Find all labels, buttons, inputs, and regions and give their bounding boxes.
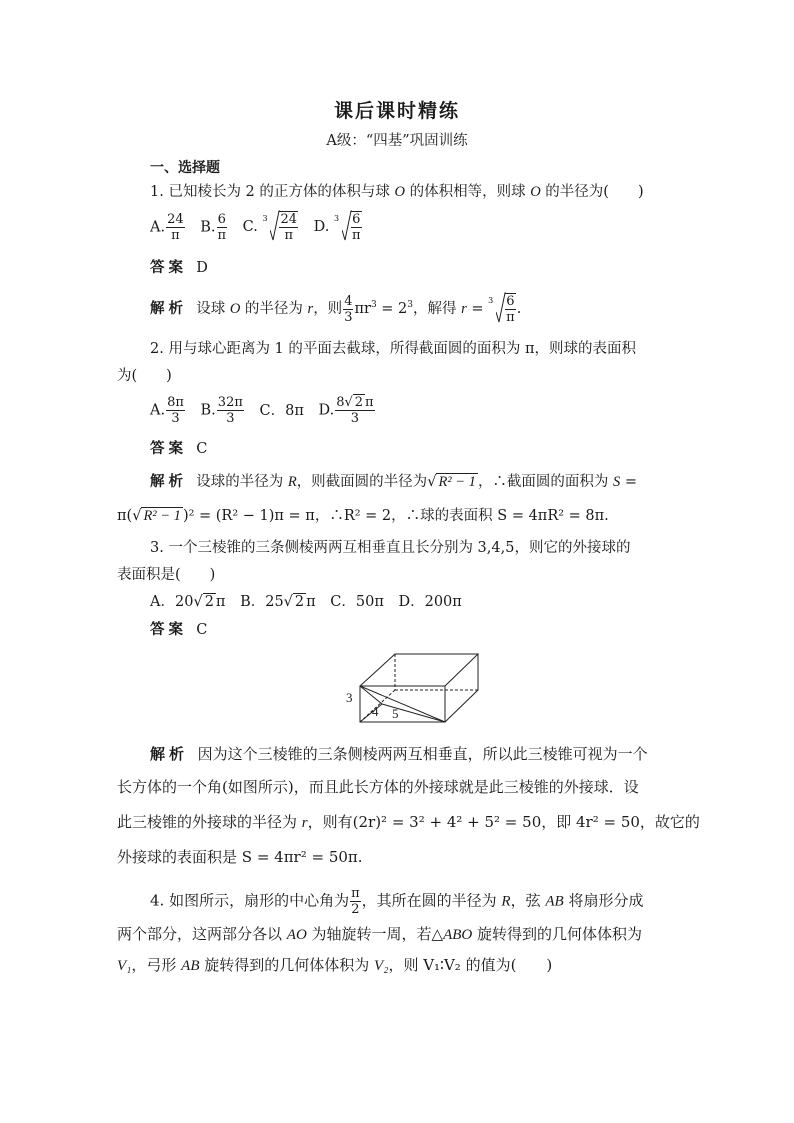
q3-option-c: C．50π (330, 594, 384, 610)
q4-line2: 两个部分，这两部分各以 AO 为轴旋转一周，若△ABO 旋转得到的几何体体积为 (117, 925, 643, 943)
q2-option-a: A. $\frac{8\pi}{3}$ (150, 395, 184, 426)
q1-option-c: C. 3 $\frac{24}{\pi}$ (242, 212, 298, 243)
q3-stem-line2: 表面积是( ) (117, 567, 216, 583)
fig-label-3: 3 (346, 690, 353, 705)
q1-stem: 1. 已知棱长为 2 的正方体的体积与球 O 的体积相等，则球 O 的半径为( ) (150, 184, 644, 200)
q1-analysis: 解析 设球 O 的半径为 r，则 $\frac{4}{3}$ $\pi r^3 = 2^3$，解得 r = 3 $\frac{6}{\pi}$ . (150, 293, 522, 325)
q3-options (150, 592, 472, 612)
q1-options (150, 210, 373, 244)
q3-option-a: A．20√ 2 π (150, 594, 226, 610)
page-subtitle: A级：“四基”巩固训练 (326, 133, 468, 149)
q2-answer: 答案 C (150, 440, 208, 457)
q4-line3: V₁，弓形 AB 旋转得到的几何体体积为 V₂，则 V₁∶V₂ 的值为( ) (117, 956, 553, 974)
section-heading: 一、选择题 (150, 160, 220, 176)
fig-label-5: 5 (392, 706, 399, 721)
q2-stem-line1: 2. 用与球心距离为 1 的平面去截球，所得截面圆的面积为 π，则球的表面积 (150, 341, 637, 357)
q3-stem-line1: 3. 一个三棱锥的三条侧棱两两互相垂直且长分别为 3,4,5，则它的外接球的 (150, 540, 631, 556)
q2-option-d: D. $\frac{8√ 2 \pi}{3}$ (318, 395, 374, 426)
q1-option-d: D. 3 $\frac{6}{\pi}$ (313, 212, 361, 243)
cuboid-right-edges (445, 654, 478, 722)
q1-answer: 答案 D (150, 259, 208, 276)
q2-analysis-line2: π(√ R² − 1 )² = (R² − 1)π = π，∴R² = 2，∴球的表面积 S = 4πR² = 8π. (117, 508, 609, 524)
q3-analysis-line1: 解析 因为这个三棱锥的三条侧棱两两互相垂直，所以此三棱锥可视为一个 (150, 745, 648, 763)
q2-options (150, 395, 386, 426)
fig-label-4: 4 (372, 704, 379, 719)
tetra-edge-inner (360, 686, 382, 704)
q3-option-d: D．200π (398, 594, 462, 610)
q3-analysis-line4: 外接球的表面积是 S = 4πr² = 50π. (117, 848, 363, 866)
q3-answer: 答案 C (150, 621, 208, 638)
tetra-edge-short (360, 704, 382, 722)
q2-option-c: C．8π (259, 402, 304, 419)
q1-option-b: B. $\frac{6}{\pi}$ (200, 211, 227, 243)
q2-option-b: B. $\frac{32\pi}{3}$ (200, 395, 243, 426)
q1-option-a: A. $\frac{24}{\pi}$ (150, 211, 184, 243)
cuboid-figure (340, 648, 490, 728)
q2-stem-line2: 为( ) (117, 368, 172, 384)
q4-line1: 4. 如图所示，扇形的中心角为 $\frac{\pi}{2}$ ，其所在圆的半径为 R，弦 AB 将扇形分成 (150, 886, 644, 917)
q2-analysis-line1: 解析 设球的半径为 R，则截面圆的半径为√ R² − 1 ，∴截面圆的面积为 S = (150, 473, 638, 490)
q3-analysis-line2: 长方体的一个角(如图所示)，而且此长方体的外接球就是此三棱锥的外接球．设 (117, 778, 639, 796)
page-title: 课后课时精练 (333, 100, 460, 122)
cuboid-top-edges (360, 654, 478, 686)
q3-option-b: B．25√ 2 π (240, 594, 316, 610)
q3-analysis-line3: 此三棱锥的外接球的半径为 r，则有(2r)² = 3² + 4² + 5² = 50，即 4r² = 50，故它的 (117, 813, 700, 831)
